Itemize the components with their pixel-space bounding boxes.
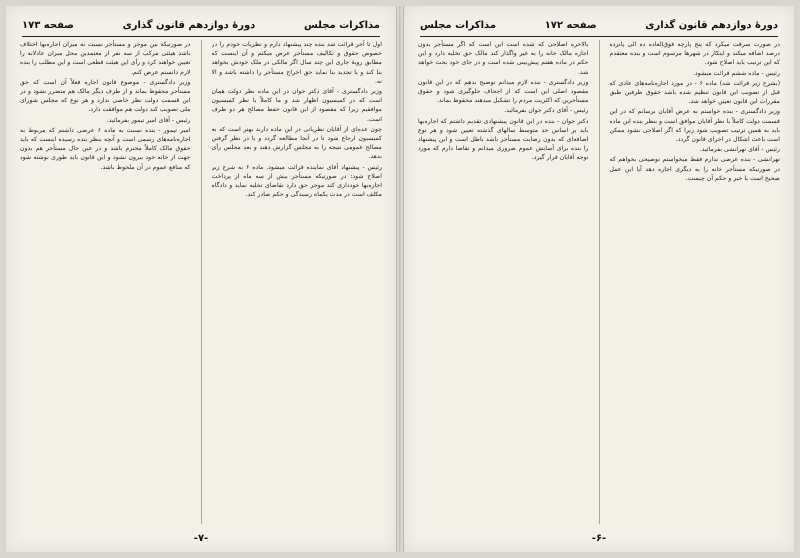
paragraph: امیر تیمور - بنده نسبت به ماده ۶ عرضی داشتم که مربوط به اجاره‌نامه‌های رسمی است و آنچه بنظر بنده رسیده اینست که باید حقوق مالک کاملاً محترم باشد و در عین حال مستأجر هم بدون جهت از خانه خود بیرون نشود و این قانون باید طوری نوشته شود که منافع عموم در آن ملحوظ باشد. <box>20 126 191 171</box>
paragraph: وزیر دادگستری - آقای دکتر جوان در این ماده نظر دولت همان است که در کمیسیون اظهار شد و ما کاملاً با نظر کمیسیون موافقیم زیرا که مقصود از این قانون حفظ مصالح هر دو طرف است. <box>211 88 382 123</box>
left-page <box>6 6 397 552</box>
paragraph: اول تا آخر قرائت شد بنده چند پیشنهاد دارم و نظریات خودم را در خصوص حقوق و تکالیف مستأجر عرض میکنم و آن اینست که مطابق رویهٔ جاری این چند سال اگر مالکی در ملک خودش بخواهد بنا کند و یا تجدید بنا نماید حق اخراج مستأجر را داشته باشد و الا نه. <box>211 41 382 85</box>
left-header-rule <box>22 36 380 37</box>
column-divider <box>599 40 600 524</box>
right-journal-label: مذاکرات مجلس <box>420 19 497 31</box>
paragraph: رئیس - آقای امیر تیمور بفرمائید. <box>106 116 191 124</box>
paragraph: وزیر دادگستری - بنده خواستم به عرض آقایان برسانم که در این قسمت دولت کاملاً با نظر آقایان موافق است و بنظر بنده این ماده باید به همین ترتیب تصویب شود زیرا که اگر اصلاحی بشود ممکن است باعث اشکال در اجرای قانون گردد. <box>609 108 780 144</box>
paragraph: بالاخره اصلاحی که شده است این است که اگر مستأجر بدون اجازه مالک خانه را به غیر واگذار کند مالک حق تخلیه دارد و این حکم در ماده هفتم پیش‌بینی شده است و در جای خود بحث خواهد شد. <box>418 41 589 76</box>
paragraph: تهرانشی - بنده عرضی ندارم فقط میخواستم توضیحی بخواهم که در صورتیکه مستأجر خانه را به دیگری اجاره دهد آیا این عمل صحیح است یا خیر و حکم آن چیست. <box>609 156 780 182</box>
right-page-header <box>420 16 778 34</box>
paragraph: رئیس - ماده ششم قرائت میشود. <box>693 69 780 77</box>
book-gutter <box>399 6 401 552</box>
right-header-rule <box>420 36 778 37</box>
left-page-header <box>22 16 380 34</box>
left-page-label: صفحه ۱۷۳ <box>22 19 74 31</box>
right-page-right-column <box>610 40 781 524</box>
paragraph: وزیر دادگستری - بنده لازم میدانم توضیح بدهم که در این قانون مقصود اصلی این است که از اجحاف جلوگیری شود و حقوق مستأجرین که اکثریت مردم را تشکیل میدهند محفوظ بماند. <box>418 78 589 105</box>
right-page <box>403 6 794 552</box>
left-journal-label: مذاکرات مجلس <box>303 19 380 31</box>
paragraph: در صورتیکه بین موجر و مستأجر نسبت به میزان اجاره‌بها اختلاف باشد هیئتی مرکب از سه نفر از معتمدین محل میزان عادلانه را تعیین خواهند کرد و رأی این هیئت قطعی است و این مطلب را بنده لازم دانستم عرض کنم. <box>20 41 191 76</box>
left-folio: -۷- <box>193 533 209 544</box>
right-page-columns <box>418 40 780 524</box>
paragraph: رئیس - پیشنهاد آقای نماینده قرائت میشود. ماده ۶ به شرح زیر اصلاح شود: در صورتیکه مستأجر بیش از سه ماه از پرداخت اجاره‌بها خودداری کند موجر حق دارد تقاضای تخلیه نماید و دادگاه مکلف است در مدت یکماه رسیدگی و حکم صادر کند. <box>211 163 382 199</box>
paragraph: چون عده‌ای از آقایان نظریاتی در این ماده دارند بهتر است که به کمیسیون ارجاع شود تا در آنجا مطالعه گردد و با در نظر گرفتن مصالح عمومی نتیجه را به مجلس گزارش دهند و بعد مجلس رأی بدهد. <box>211 125 382 161</box>
right-page-left-column <box>418 40 589 524</box>
left-page-left-column <box>20 40 191 524</box>
paragraph: (بشرح زیر قرائت شد) ماده ۶ - در مورد اجاره‌نامه‌های عادی که قبل از تصویب این قانون تنظیم شده باشد حقوق طرفین طبق مقررات این قانون تعیین خواهد شد. <box>609 79 780 106</box>
column-divider <box>201 40 202 524</box>
left-page-columns <box>20 40 382 524</box>
left-page-right-column <box>212 40 383 524</box>
paragraph: در صورت سرقت میکرد که پنج پارچه فوق‌العاده ده الی پانزده درصد اضافه میکند و اینکار در شهرها مرسوم است و بنده معتقدم که این ترتیب باید اصلاح شود. <box>609 41 780 67</box>
right-folio: -۶- <box>591 533 607 544</box>
paragraph: دکتر جوان - بنده در این قانون پیشنهادی تقدیم داشتم که اجاره‌بها باید بر اساس حد متوسط سالهای گذشته تعیین شود و هر نوع اضافه‌ای که بدون رضایت مستأجر باشد باطل است و این پیشنهاد را بنده برای آسایش عموم ضروری میدانم و تقاضا دارم که مورد توجه آقایان قرار گیرد. <box>418 117 589 162</box>
paragraph: وزیر دادگستری - موضوع قانون اجاره فعلاً آن است که حق مستأجر محفوظ بماند و از طرف دیگر مالک هم متضرر نشود و در این قسمت دولت نظر خاصی ندارد و هر نوع که مجلس شورای ملی تصویب کند دولت هم موافقت دارد. <box>20 78 191 114</box>
left-session-label: دورهٔ دوازدهم قانون گذاری <box>122 19 256 31</box>
paragraph: رئیس - آقای تهرانشی بفرمائید. <box>699 146 780 154</box>
right-page-label: صفحه ۱۷۲ <box>544 19 597 31</box>
paragraph: رئیس - آقای دکتر جوان بفرمائید. <box>504 107 589 115</box>
right-session-label: دورهٔ دوازدهم قانون گذاری <box>645 19 778 31</box>
